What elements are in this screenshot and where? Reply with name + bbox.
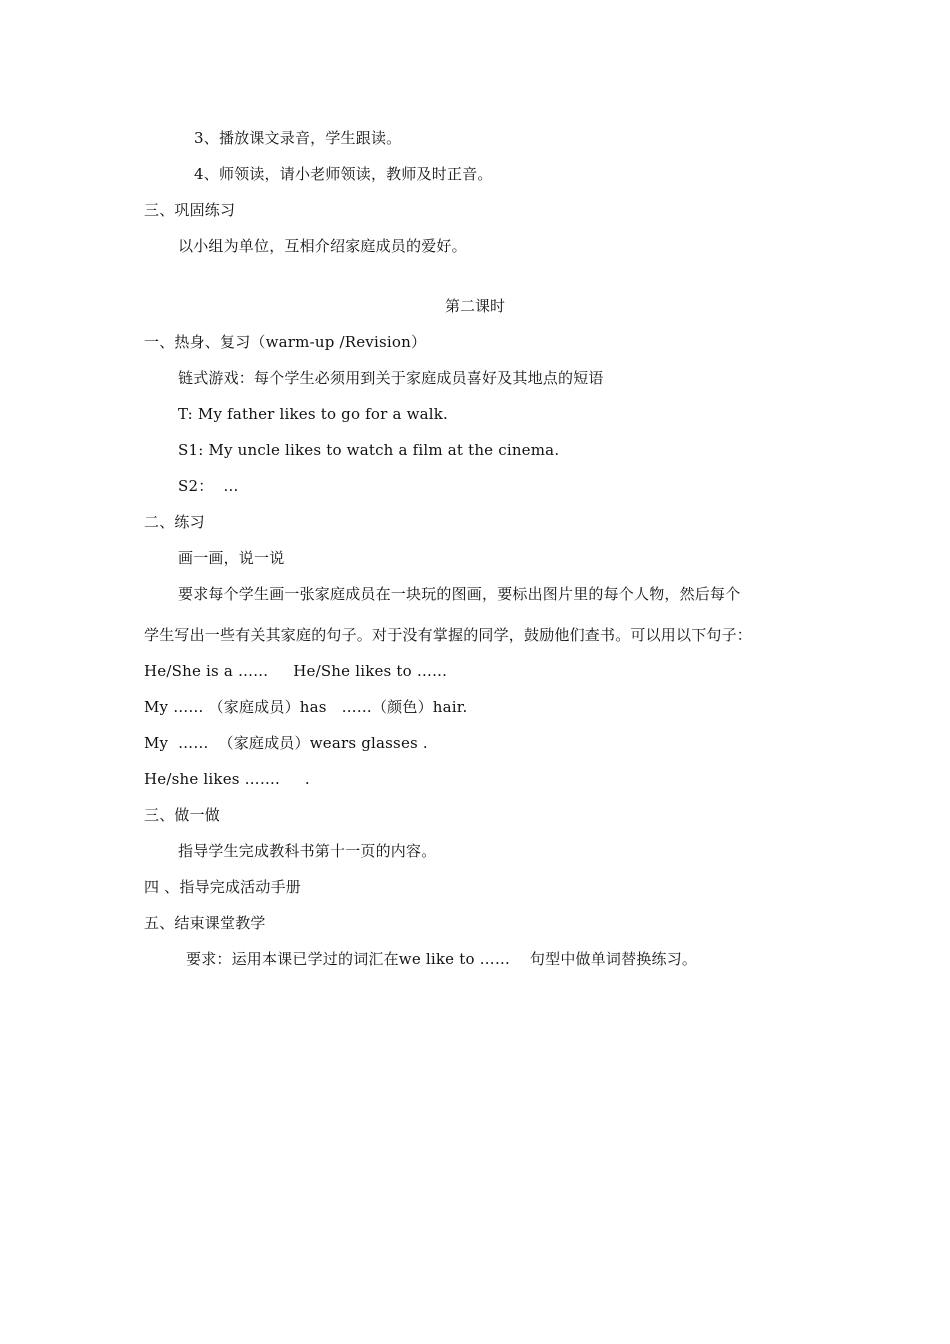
lesson-2-title: 第二课时 xyxy=(444,297,505,315)
practice-heading: 二、练习 xyxy=(144,513,205,531)
sentence-pattern-1: He/She is a …… He/She likes to …… xyxy=(144,662,448,680)
closing-heading: 五、结束课堂教学 xyxy=(144,914,266,932)
sentence-pattern-4: He/she likes ……. . xyxy=(144,770,310,788)
step-3-text: 3、播放课文录音，学生跟读。 xyxy=(194,129,402,147)
practice-text-line-1: 要求每个学生画一张家庭成员在一块玩的图画，要标出图片里的每个人物，然后每个 xyxy=(178,585,741,603)
sentence-pattern-3: My …… （家庭成员）wears glasses . xyxy=(144,734,428,752)
step-4-text: 4、师领读，请小老师领读，教师及时正音。 xyxy=(194,165,493,183)
dialogue-student-2: S2： … xyxy=(178,477,239,495)
warmup-heading: 一、热身、复习（warm-up /Revision） xyxy=(144,333,427,351)
practice-subtitle: 画一画，说一说 xyxy=(178,549,285,567)
workbook-heading: 四 、指导完成活动手册 xyxy=(144,878,301,896)
closing-text: 要求：运用本课已学过的词汇在we like to …… 句型中做单词替换练习。 xyxy=(186,950,698,968)
practice-text-line-2: 学生写出一些有关其家庭的句子。对于没有掌握的同学，鼓励他们查书。可以用以下句子： xyxy=(144,626,753,644)
dialogue-student-1: S1: My uncle likes to watch a film at the cinema. xyxy=(178,441,560,459)
warmup-intro: 链式游戏：每个学生必须用到关于家庭成员喜好及其地点的短语 xyxy=(178,369,604,387)
section-3-text: 以小组为单位，互相介绍家庭成员的爱好。 xyxy=(178,237,467,255)
section-3-heading: 三、巩固练习 xyxy=(144,201,236,219)
sentence-pattern-2: My …… （家庭成员）has ……（颜色）hair. xyxy=(144,698,468,716)
dialogue-teacher: T: My father likes to go for a walk. xyxy=(178,405,449,423)
doit-heading: 三、做一做 xyxy=(144,806,221,824)
doit-text: 指导学生完成教科书第十一页的内容。 xyxy=(178,842,437,860)
